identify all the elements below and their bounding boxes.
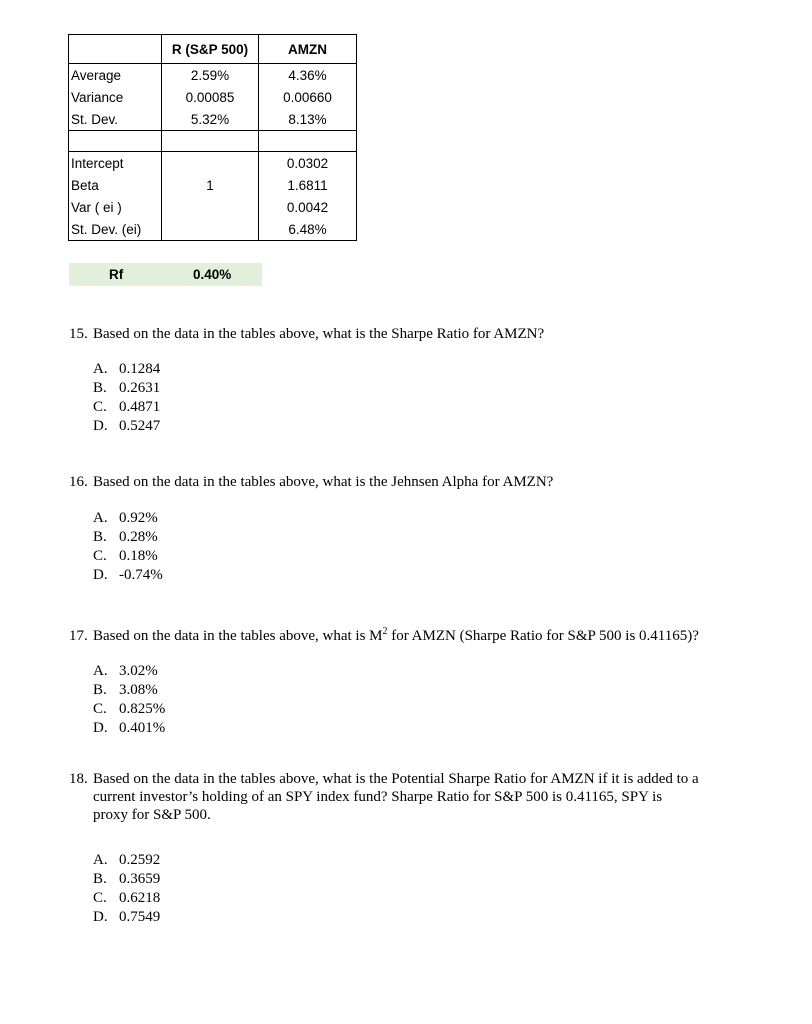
answer-options <box>93 662 789 738</box>
question-body-before: Based on the data in the tables above, what is M <box>93 628 383 644</box>
table-row <box>69 64 357 87</box>
answer-option[interactable] <box>93 398 769 417</box>
header-amzn: AMZN <box>259 35 357 64</box>
amzn-value: 0.0042 <box>259 196 357 218</box>
table-row <box>69 86 357 108</box>
option-text: -0.74% <box>119 567 163 583</box>
amzn-value: 1.6811 <box>259 174 357 196</box>
option-text: 0.3659 <box>119 871 161 887</box>
header-blank <box>69 35 162 64</box>
table-header-row <box>69 35 357 64</box>
question-line <box>69 770 799 788</box>
option-text: 0.4871 <box>119 399 161 415</box>
option-letter: C. <box>93 548 107 564</box>
question-number: 15. <box>69 326 88 342</box>
row-label: Var ( ei ) <box>69 196 162 218</box>
option-text: 0.401% <box>119 720 166 736</box>
question-16 <box>69 473 769 585</box>
question-body-line3: proxy for S&P 500. <box>93 807 211 823</box>
table-row <box>69 152 357 175</box>
option-letter: D. <box>93 567 108 583</box>
answer-option[interactable] <box>93 889 799 908</box>
answer-option[interactable] <box>93 719 789 738</box>
question-18 <box>69 770 799 927</box>
amzn-value: 4.36% <box>259 64 357 87</box>
answer-options <box>93 360 769 436</box>
risk-free-rate-cell <box>69 263 262 286</box>
sp-value <box>162 152 259 175</box>
option-letter: C. <box>93 399 107 415</box>
sp-value: 2.59% <box>162 64 259 87</box>
table-row <box>69 108 357 131</box>
rf-label: Rf <box>109 267 124 282</box>
question-body-line1: Based on the data in the tables above, what is the Potential Sharpe Ratio for AMZN if it is added to a <box>93 771 699 787</box>
question-text <box>69 473 769 491</box>
answer-option[interactable] <box>93 662 789 681</box>
option-text: 0.1284 <box>119 361 161 377</box>
question-15 <box>69 325 769 436</box>
question-number: 18. <box>69 771 88 787</box>
option-letter: D. <box>93 909 108 925</box>
rf-value: 0.40% <box>193 267 232 282</box>
question-number: 17. <box>69 628 88 644</box>
question-text <box>69 770 799 824</box>
option-text: 0.2631 <box>119 380 161 396</box>
option-letter: A. <box>93 361 108 377</box>
question-superscript: 2 <box>382 626 388 637</box>
stats-table <box>68 34 357 241</box>
answer-option[interactable] <box>93 851 799 870</box>
question-text <box>69 325 769 343</box>
row-label: St. Dev. <box>69 108 162 131</box>
answer-options <box>93 851 799 927</box>
table-row <box>69 196 357 218</box>
amzn-value: 6.48% <box>259 218 357 241</box>
amzn-value: 0.00660 <box>259 86 357 108</box>
option-text: 3.08% <box>119 682 158 698</box>
answer-option[interactable] <box>93 681 789 700</box>
option-letter: D. <box>93 720 108 736</box>
spacer-cell <box>259 131 357 152</box>
answer-option[interactable] <box>93 528 769 547</box>
answer-option[interactable] <box>93 509 769 528</box>
option-letter: A. <box>93 510 108 526</box>
option-text: 0.6218 <box>119 890 161 906</box>
sp-value <box>162 218 259 241</box>
option-letter: A. <box>93 663 108 679</box>
option-letter: D. <box>93 418 108 434</box>
sp-value <box>162 196 259 218</box>
header-sp500: R (S&P 500) <box>162 35 259 64</box>
row-label: Beta <box>69 174 162 196</box>
option-letter: B. <box>93 871 107 887</box>
option-text: 0.28% <box>119 529 158 545</box>
option-text: 0.18% <box>119 548 158 564</box>
question-body: Based on the data in the tables above, what is the Jehnsen Alpha for AMZN? <box>93 474 554 490</box>
spacer-cell <box>69 131 162 152</box>
amzn-value: 0.0302 <box>259 152 357 175</box>
answer-option[interactable] <box>93 566 769 585</box>
question-body-line2: current investor’s holding of an SPY index fund? Sharpe Ratio for S&P 500 is 0.41165, SPY is <box>93 789 663 805</box>
answer-option[interactable] <box>93 700 789 719</box>
option-letter: A. <box>93 852 108 868</box>
row-label: St. Dev. (ei) <box>69 218 162 241</box>
option-text: 0.825% <box>119 701 166 717</box>
table-row <box>69 174 357 196</box>
option-text: 3.02% <box>119 663 158 679</box>
question-body-after: for AMZN (Sharpe Ratio for S&P 500 is 0.41165)? <box>387 628 699 644</box>
spacer-cell <box>162 131 259 152</box>
option-letter: B. <box>93 529 107 545</box>
option-text: 0.92% <box>119 510 158 526</box>
sp-value: 5.32% <box>162 108 259 131</box>
table-row <box>69 218 357 241</box>
sp-value: 0.00085 <box>162 86 259 108</box>
amzn-value: 8.13% <box>259 108 357 131</box>
option-letter: B. <box>93 380 107 396</box>
question-body: Based on the data in the tables above, what is the Sharpe Ratio for AMZN? <box>93 326 545 342</box>
option-letter: C. <box>93 890 107 906</box>
row-label: Average <box>69 64 162 87</box>
answer-option[interactable] <box>93 870 799 889</box>
answer-option[interactable] <box>93 908 799 927</box>
answer-options <box>93 509 769 585</box>
question-text <box>69 623 789 645</box>
answer-option[interactable] <box>93 417 769 436</box>
answer-option[interactable] <box>93 547 769 566</box>
table-spacer-row <box>69 131 357 152</box>
question-number: 16. <box>69 474 88 490</box>
row-label: Variance <box>69 86 162 108</box>
option-letter: C. <box>93 701 107 717</box>
option-text: 0.2592 <box>119 852 161 868</box>
stats-table-container <box>68 34 357 241</box>
option-letter: B. <box>93 682 107 698</box>
answer-option[interactable] <box>93 379 769 398</box>
option-text: 0.7549 <box>119 909 161 925</box>
answer-option[interactable] <box>93 360 769 379</box>
sp-value: 1 <box>162 174 259 196</box>
option-text: 0.5247 <box>119 418 161 434</box>
question-17 <box>69 623 789 738</box>
row-label: Intercept <box>69 152 162 175</box>
